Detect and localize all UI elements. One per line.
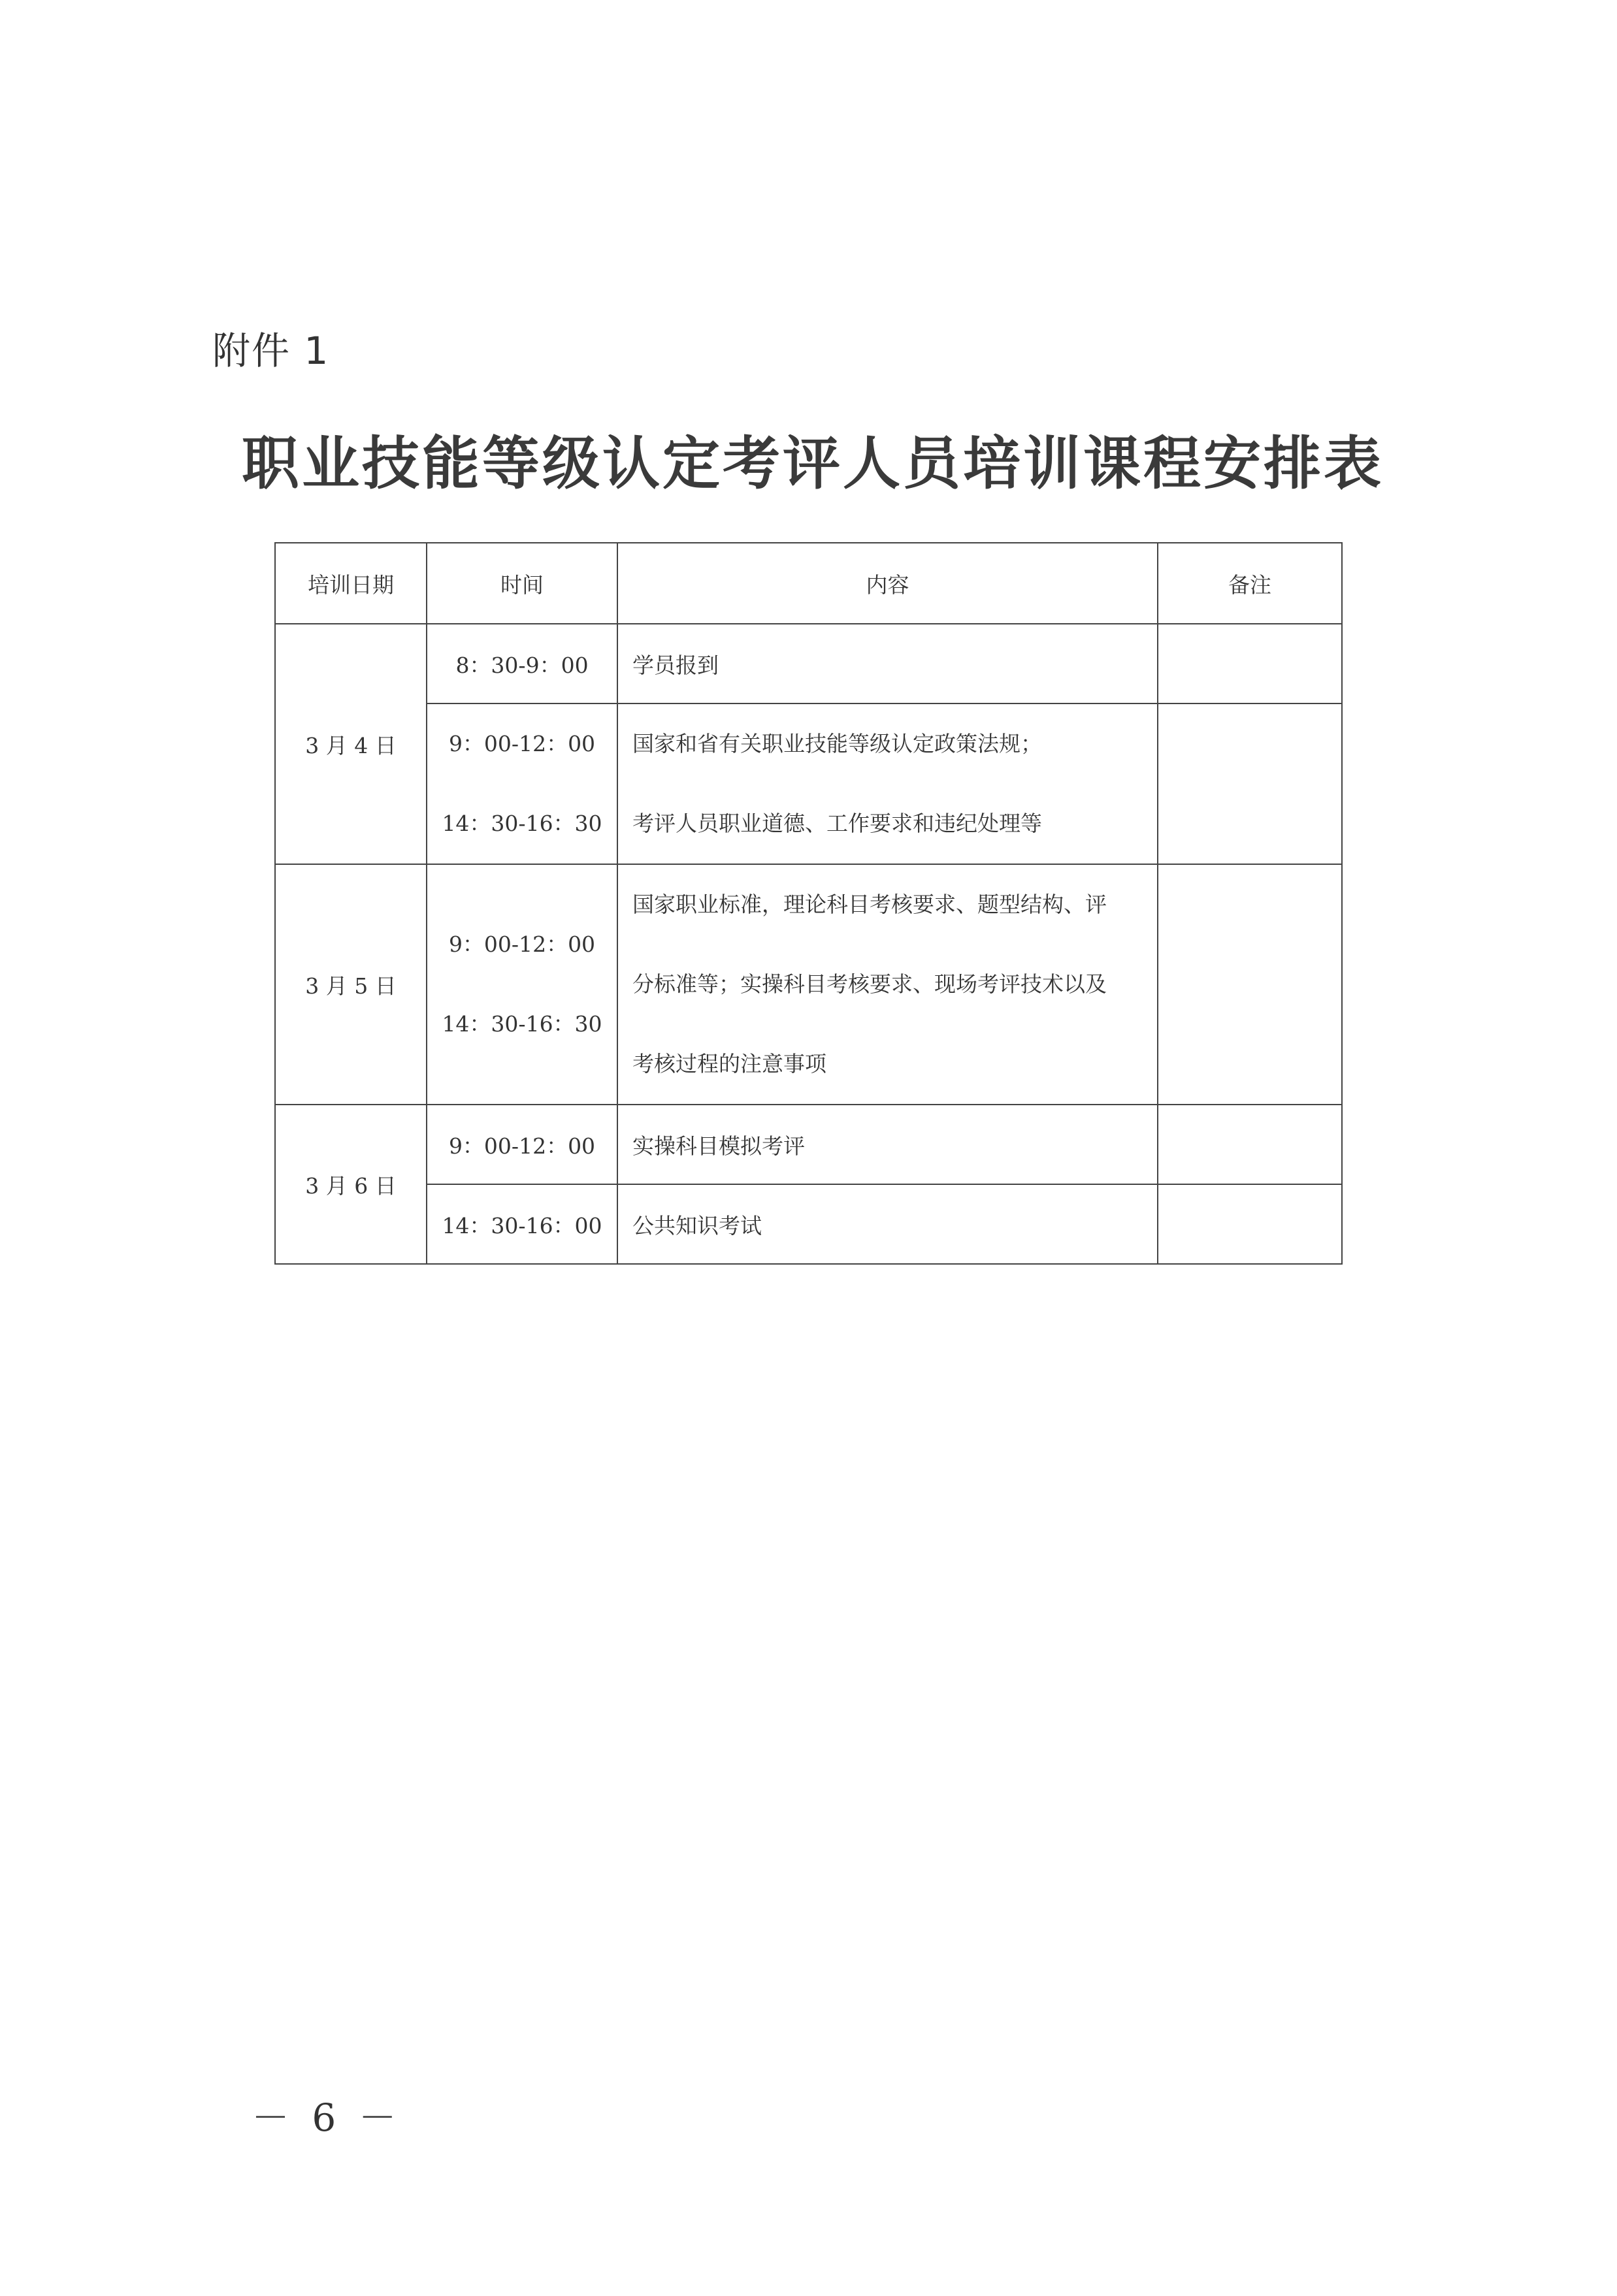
date-cell: 3 月 4 日 — [275, 624, 427, 864]
content-line: 学员报到 — [632, 652, 719, 678]
note-cell — [1158, 1105, 1342, 1184]
table-row — [275, 864, 1342, 1105]
header-content: 内容 — [617, 543, 1158, 624]
content-line: 考评人员职业道德、工作要求和违纪处理等 — [632, 811, 1042, 836]
time-value: 14：30-16：30 — [442, 811, 602, 836]
training-schedule-table — [274, 542, 1343, 1265]
time-cell — [427, 864, 617, 1105]
content-cell — [617, 624, 1158, 703]
content-line: 公共知识考试 — [632, 1212, 762, 1238]
content-line: 考核过程的注意事项 — [632, 1051, 826, 1076]
time-cell — [427, 624, 617, 703]
time-value: 9：00-12：00 — [448, 931, 596, 957]
time-value: 14：30-16：30 — [442, 1011, 602, 1037]
content-cell — [617, 1184, 1158, 1264]
content-line: 实操科目模拟考评 — [632, 1133, 805, 1159]
note-cell — [1158, 864, 1342, 1105]
document-title: 职业技能等级认定考评人员培训课程安排表 — [242, 429, 1384, 497]
table-header-row — [275, 543, 1342, 624]
table-row — [275, 703, 1342, 864]
attachment-label: 附件 1 — [212, 329, 330, 373]
content-line: 国家职业标准，理论科目考核要求、题型结构、评 — [632, 892, 1107, 917]
note-cell — [1158, 703, 1342, 864]
header-note: 备注 — [1158, 543, 1342, 624]
header-date: 培训日期 — [275, 543, 427, 624]
note-cell — [1158, 624, 1342, 703]
time-value: 9：00-12：00 — [448, 1133, 596, 1159]
time-cell — [427, 1105, 617, 1184]
table-row — [275, 624, 1342, 703]
content-cell — [617, 1105, 1158, 1184]
content-line: 国家和省有关职业技能等级认定政策法规； — [632, 731, 1042, 756]
content-cell — [617, 864, 1158, 1105]
note-cell — [1158, 1184, 1342, 1264]
table-row — [275, 1184, 1342, 1264]
time-cell — [427, 1184, 617, 1264]
time-value: 14：30-16：00 — [442, 1212, 602, 1238]
table-row — [275, 1105, 1342, 1184]
time-value: 9：00-12：00 — [448, 731, 596, 756]
content-line: 分标准等；实操科目考核要求、现场考评技术以及 — [632, 971, 1107, 997]
page-number: － 6 － — [252, 2095, 402, 2140]
header-time: 时间 — [427, 543, 617, 624]
time-value: 8：30-9：00 — [455, 652, 589, 678]
content-cell — [617, 703, 1158, 864]
date-cell: 3 月 5 日 — [275, 864, 427, 1105]
date-cell: 3 月 6 日 — [275, 1105, 427, 1264]
time-cell — [427, 703, 617, 864]
